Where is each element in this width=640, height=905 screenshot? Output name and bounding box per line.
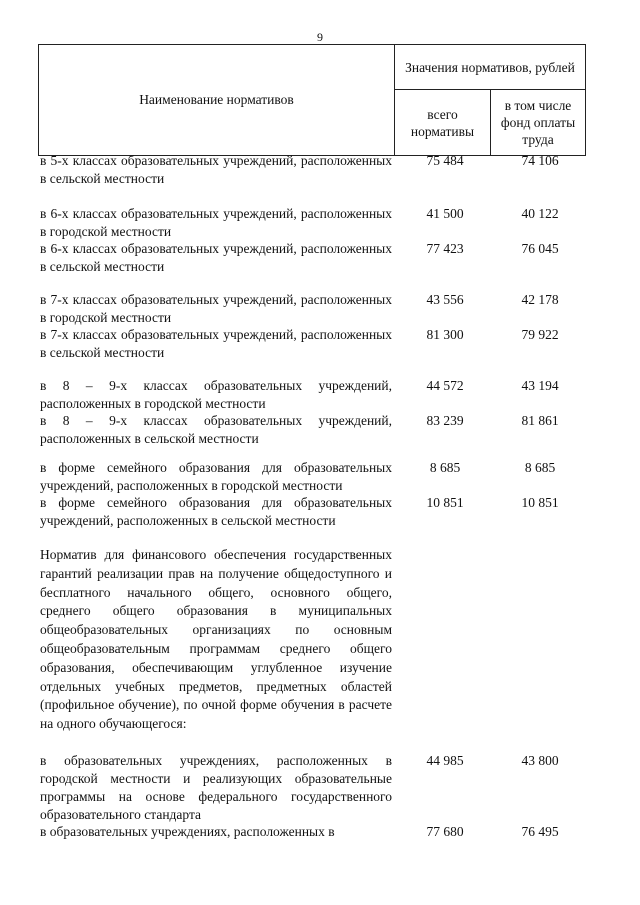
header-values-column: Значения нормативов, рублей: [395, 45, 585, 90]
normative-description: Норматив для финансового обеспечения государственных гарантий реализации прав на получение общедоступного и бесплатного начального общего, основного общего, среднего общего образования в муниципальных общеобразовательных организациях по основным общеобразовательным программам среднего общего образования, обеспечивающим углубленное изучение отдельных учебных предметов, предметных областей (профильное обучение), по очной форме обучения в расчете на одного обучающегося:: [40, 547, 392, 732]
row-wage-value: 81 861: [521, 413, 559, 428]
row-wage-value: 74 106: [521, 153, 559, 168]
row-label: в форме семейного образования для образовательных учреждений, расположенных в сельской местности: [40, 495, 392, 528]
row-total-value: 44 985: [426, 753, 464, 768]
header-wage-column: в том числе фонд оплаты труда: [500, 98, 576, 147]
row-wage-value: 76 495: [521, 824, 559, 839]
header-total-column: всего нормативы: [395, 90, 491, 155]
row-total-value: 43 556: [426, 292, 464, 307]
row-label: в 8 – 9-х классах образовательных учреждений, расположенных в сельской местности: [40, 413, 392, 446]
row-wage-value: 43 800: [521, 753, 559, 768]
row-label: в 7-х классах образовательных учреждений, расположенных в сельской местности: [40, 327, 392, 360]
row-label: в 7-х классах образовательных учреждений, расположенных в городской местности: [40, 292, 392, 325]
row-label: в форме семейного образования для образовательных учреждений, расположенных в городской местности: [40, 460, 392, 493]
row-label: в 6-х классах образовательных учреждений, расположенных в городской местности: [40, 206, 392, 239]
header-name-column: Наименование нормативов: [39, 45, 395, 155]
table-header: [38, 44, 586, 156]
page-number: 9: [317, 30, 323, 44]
row-label: в образовательных учреждениях, расположенных в городской местности и реализующих образовательные программы на основе федерального государственного образовательного стандарта: [40, 753, 392, 822]
row-total-value: 77 423: [426, 241, 464, 256]
row-wage-value: 43 194: [521, 378, 559, 393]
row-wage-value: 42 178: [521, 292, 559, 307]
row-total-value: 81 300: [426, 327, 464, 342]
row-total-value: 83 239: [426, 413, 464, 428]
row-label: в 8 – 9-х классах образовательных учреждений, расположенных в городской местности: [40, 378, 392, 411]
row-wage-value: 8 685: [524, 460, 556, 475]
row-wage-value: 76 045: [521, 241, 559, 256]
row-total-value: 44 572: [426, 378, 464, 393]
row-total-value: 75 484: [426, 153, 464, 168]
row-wage-value: 10 851: [521, 495, 559, 510]
row-label: в образовательных учреждениях, расположенных в: [40, 824, 335, 839]
row-wage-value: 79 922: [521, 327, 559, 342]
row-total-value: 41 500: [426, 206, 464, 221]
row-total-value: 8 685: [429, 460, 461, 475]
row-label: в 5-х классах образовательных учреждений, расположенных в сельской местности: [40, 153, 392, 186]
row-label: в 6-х классах образовательных учреждений, расположенных в сельской местности: [40, 241, 392, 274]
row-total-value: 77 680: [426, 824, 464, 839]
row-wage-value: 40 122: [521, 206, 559, 221]
row-total-value: 10 851: [426, 495, 464, 510]
